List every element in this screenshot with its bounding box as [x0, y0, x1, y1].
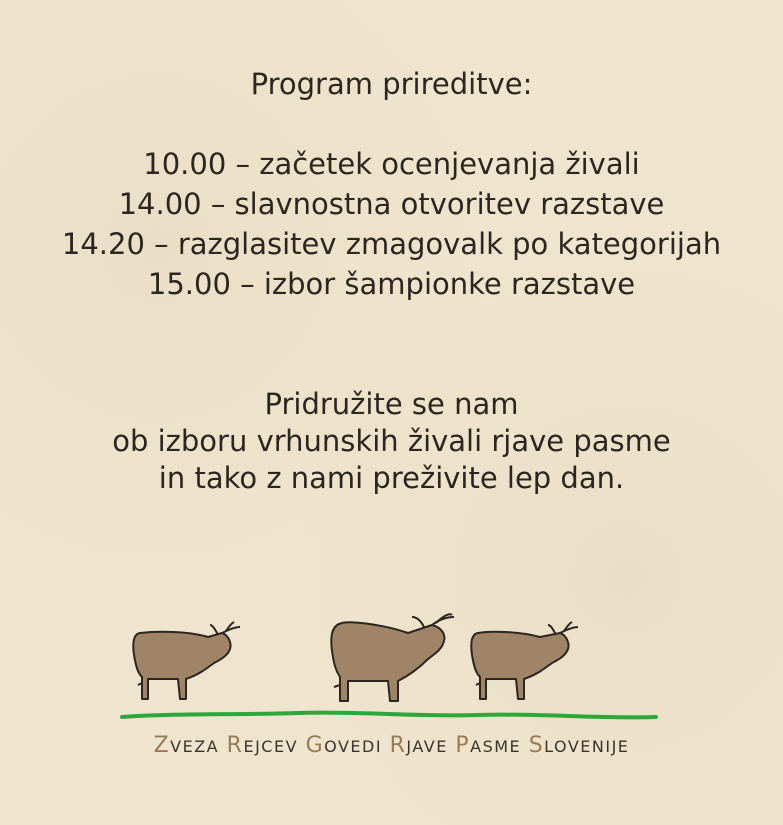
org-word: PASME — [455, 733, 522, 758]
org-word: REJCEV — [226, 733, 299, 758]
grass-line — [122, 713, 656, 718]
cow-icon — [471, 622, 578, 699]
invitation-line: in tako z nami preživite lep dan. — [158, 461, 625, 495]
program-title: Program prireditve: — [250, 67, 533, 101]
organization-name — [0, 733, 783, 758]
invitation-line: Pridružite se nam — [264, 387, 519, 421]
org-word: ZVEZA — [153, 733, 220, 758]
cow-icon — [133, 622, 240, 699]
invitation-text — [0, 386, 783, 497]
invitation-line: ob izboru vrhunskih živali rjave pasme — [112, 424, 671, 458]
org-word: RJAVE — [389, 733, 448, 758]
schedule-item: 10.00 – začetek ocenjevanja živali — [143, 147, 640, 181]
cows-logo-illustration — [118, 605, 663, 730]
schedule-list — [0, 144, 783, 304]
cow-icon — [331, 614, 454, 701]
schedule-item: 14.20 – razglasitev zmagovalk po kategorijah — [61, 227, 722, 261]
schedule-item: 14.00 – slavnostna otvoritev razstave — [118, 187, 665, 221]
schedule-item: 15.00 – izbor šampionke razstave — [147, 267, 636, 301]
org-word: SLOVENIJE — [528, 733, 630, 758]
org-word: GOVEDI — [305, 733, 383, 758]
